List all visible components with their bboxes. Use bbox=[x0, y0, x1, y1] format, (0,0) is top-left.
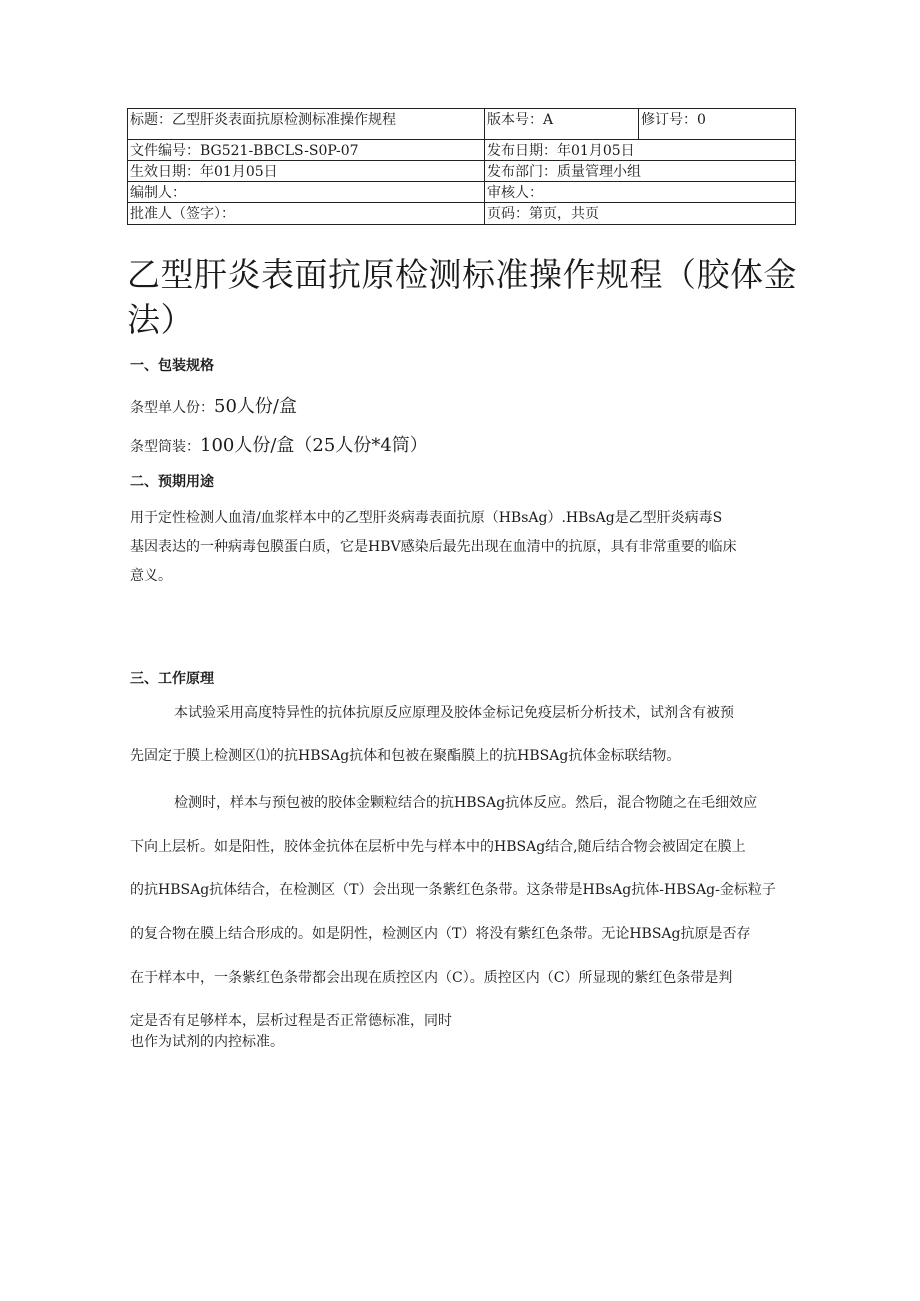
packaging-tube-label: 条型筒装： bbox=[130, 439, 200, 455]
section-heading-principle: 三、工作原理 bbox=[130, 671, 214, 687]
principle-line: 下向上层析。如是阳性，胶体金抗体在层析中先与样本中的HBSAg结合,随后结合物会被固定在膜上 bbox=[130, 838, 746, 855]
packaging-single-label: 条型单人份： bbox=[130, 400, 214, 416]
packaging-single-value: 50人份/盒 bbox=[214, 396, 297, 417]
principle-line: 定是否有足够样本，层析过程是否正常德标准，同时 bbox=[130, 1013, 452, 1030]
principle-line: 先固定于膜上检测区⑴的抗HBSAg抗体和包被在聚酯膜上的抗HBSAg抗体金标联结物。 bbox=[130, 748, 681, 764]
document-control-table bbox=[127, 108, 796, 225]
packaging-tube-value: 100人份/盒（25人份*4筒） bbox=[200, 435, 428, 456]
document-title-line-1: 乙型肝炎表面抗原检测标准操作规程（胶体金 bbox=[127, 255, 797, 294]
principle-line: 本试验采用高度特异性的抗体抗原反应原理及胶体金标记免疫层析分析技术，试剂含有被预 bbox=[174, 705, 734, 721]
section-heading-intended-use: 二、预期用途 bbox=[130, 474, 214, 490]
approver-cell: 批准人（签字）： bbox=[128, 203, 485, 225]
title-cell: 标题：乙型肝炎表面抗原检测标准操作规程 bbox=[128, 109, 485, 140]
release-department-cell: 发布部门：质量管理小组 bbox=[485, 161, 796, 182]
revision-cell: 修订号：0 bbox=[639, 109, 796, 140]
packaging-line-single bbox=[130, 392, 297, 418]
intended-use-paragraph bbox=[130, 504, 794, 591]
intended-use-line: 意义。 bbox=[130, 568, 172, 584]
packaging-line-tube bbox=[130, 431, 428, 457]
section-heading-packaging: 一、包装规格 bbox=[130, 358, 214, 374]
effective-date-cell: 生效日期：年01月05日 bbox=[128, 161, 485, 182]
principle-paragraph-2 bbox=[130, 782, 794, 1044]
intended-use-line: 用于定性检测人血清/血浆样本中的乙型肝炎病毒表面抗原（HBsAg）.HBsAg是乙型肝炎病毒S bbox=[130, 510, 723, 526]
release-date-cell: 发布日期：年01月05日 bbox=[485, 140, 796, 161]
principle-line: 检测时，样本与预包被的胶体金颗粒结合的抗HBSAg抗体反应。然后，混合物随之在毛细效应 bbox=[174, 795, 758, 811]
reviewer-cell: 审核人： bbox=[485, 182, 796, 203]
editor-cell: 编制人： bbox=[128, 182, 485, 203]
principle-line: 的抗HBSAg抗体结合，在检测区（T）会出现一条紫红色条带。这条带是HBsAg抗体-HBSAg-金标粒子 bbox=[130, 882, 776, 899]
principle-line: 在于样本中，一条紫红色条带都会出现在质控区内（C）。质控区内（C）所显现的紫红色条带是判 bbox=[130, 969, 733, 986]
principle-paragraph-1 bbox=[130, 692, 794, 778]
document-title-line-2: 法） bbox=[127, 300, 194, 339]
principle-paragraph-3: 也作为试剂的内控标准。 bbox=[130, 1034, 284, 1050]
version-cell: 版本号：A bbox=[485, 109, 639, 140]
intended-use-line: 基因表达的一种病毒包膜蛋白质，它是HBV感染后最先出现在血清中的抗原，具有非常重要的临床 bbox=[130, 539, 737, 555]
page-number-cell: 页码：第页，共页 bbox=[485, 203, 796, 225]
principle-line: 的复合物在膜上结合形成的。如是阴性，检测区内（T）将没有紫红色条带。无论HBSAg抗原是否存 bbox=[130, 926, 751, 943]
document-title bbox=[127, 252, 797, 342]
file-number-cell: 文件编号：BG521-BBCLS-S0P-07 bbox=[128, 140, 485, 161]
